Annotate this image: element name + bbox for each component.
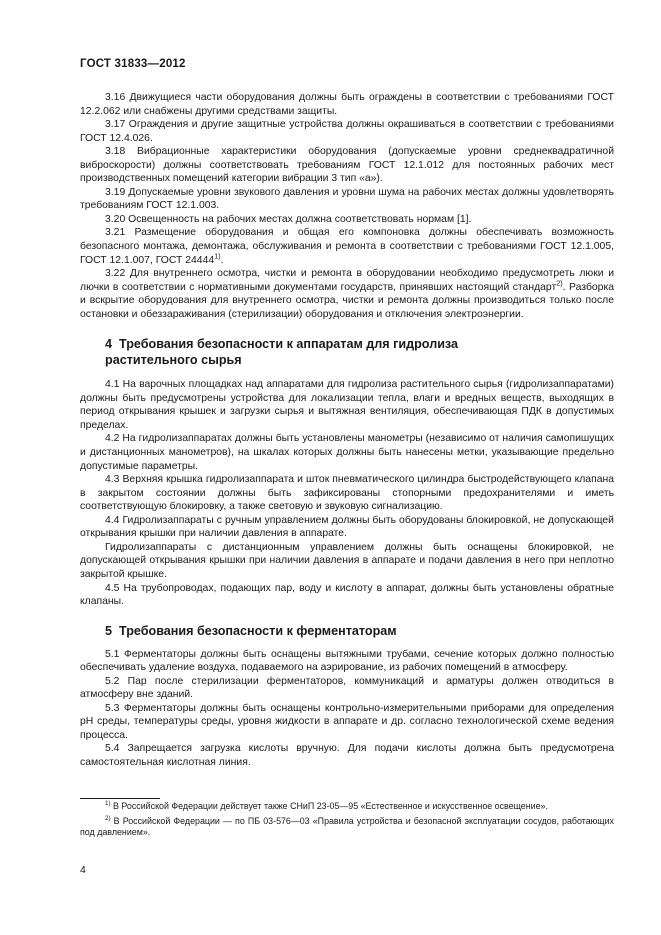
footnote-text: В Российской Федерации — по ПБ 03-576—03 «Правила устройства и безопасной эксплуатации сосудов, работающих под давлением». bbox=[80, 815, 614, 837]
paragraph-5-1: 5.1 Ферментаторы должны быть оснащены вытяжными трубами, сечение которых должно полностью обеспечивать удаление воздуха, подаваемого на аэрирование, из рабочих помещений в атмосферу. bbox=[80, 648, 614, 674]
paragraph-4-1: 4.1 На варочных площадках над аппаратами для гидролиза растительного сырья (гидролизаппаратами) должны быть предусмотрены устройства для локализации тепла, влаги и вредных веществ, выходящих в период открывания крышек и загрузки сырья и вытяжная вентиляция, обеспечивающая ПДК в допустимых пределах. bbox=[80, 379, 614, 431]
paragraph-3-17: 3.17 Ограждения и другие защитные устройства должны окрашиваться в соответствии с требованиями ГОСТ 12.4.026. bbox=[80, 119, 614, 144]
paragraph-5-3: 5.3 Ферментаторы должны быть оснащены контрольно-измерительными приборами для определения pH среды, температуры среды, уровня жидкости в аппарате и др. согласно технологической схеме ведения процесса. bbox=[80, 702, 614, 741]
paragraph-text: 3.22 Для внутреннего осмотра, чистки и ремонта в оборудовании необходимо предусмотреть люки и лючки в соответствии с нормативными документами государств, принявших настоящий стандарт bbox=[80, 268, 614, 293]
footnote-1 bbox=[80, 801, 614, 813]
footnote-mark: 2) bbox=[105, 814, 111, 822]
paragraph-tail: . bbox=[220, 254, 224, 266]
paragraph-3-18: 3.18 Вибрационные характеристики оборудования (допускаемые уровни среднеквадратичной виброскорости) должны соответствовать требованиям ГОСТ 12.1.012 для постоянных рабочих мест производственных помещений категории вибрации 3 тип «а»). bbox=[80, 146, 614, 185]
footnotes bbox=[80, 801, 614, 842]
section-5-heading bbox=[80, 623, 614, 639]
paragraph-3-16: 3.16 Движущиеся части оборудования должны быть ограждены в соответствии с требованиями ГОСТ 12.2.062 или снабжены другими средствами защиты. bbox=[80, 92, 614, 117]
footnote-divider bbox=[80, 798, 160, 799]
paragraph-4-3: 4.3 Верхняя крышка гидролизаппарата и шток пневматического цилиндра быстродействующего клапана в закрытом состоянии должны быть зафиксированы стопорными предохранителями и иметь соответствующую блокировку, а также световую и звуковую сигнализацию. bbox=[80, 474, 614, 513]
paragraph-tail: . Разборка и вскрытие оборудования для внутреннего осмотра, чистки и ремонта должны производиться только после остановки и обеззараживания (стерилизации) оборудования и отключения электроэнергии. bbox=[80, 281, 615, 320]
paragraph-4-4: 4.4 Гидролизаппараты с ручным управлением должны быть оборудованы блокировкой, не допускающей открывания крышки при наличии давления в аппарате. bbox=[80, 514, 614, 540]
paragraph-5-2: 5.2 Пар после стерилизации ферментаторов, коммуникаций и арматуры должен отводиться в атмосферу вне зданий. bbox=[80, 675, 614, 701]
paragraph-3-22 bbox=[80, 267, 614, 321]
footnote-mark: 1) bbox=[105, 800, 111, 808]
paragraph-text: 3.21 Размещение оборудования и общая его компоновка должны обеспечивать возможность безопасного монтажа, демонтажа, обслуживания и ремонта в соответствии с требованиями ГОСТ 12.1.005, ГОСТ 12.1.007, ГОСТ 24444 bbox=[80, 227, 614, 266]
section-number: 5 bbox=[105, 623, 113, 638]
paragraph-3-19: 3.19 Допускаемые уровни звукового давления и уровни шума на рабочих местах должны удовлетворять требованиям ГОСТ 12.1.003. bbox=[80, 186, 614, 212]
section-title-line1: Требования безопасности к аппаратам для гидролиза bbox=[119, 337, 459, 352]
document-body bbox=[80, 91, 614, 770]
footnote-ref: 1) bbox=[214, 251, 221, 261]
paragraph-4-5: 4.5 На трубопроводах, подающих пар, воду и кислоту в аппарат, должны быть установлены обратные клапаны. bbox=[80, 582, 614, 608]
section-number: 4 bbox=[105, 337, 113, 352]
section-4-heading bbox=[80, 336, 614, 368]
footnote-2 bbox=[80, 816, 614, 839]
page-number: 4 bbox=[80, 864, 86, 876]
paragraph-4-4-cont: Гидролизаппараты с дистанционным управлением должны быть оснащены блокировкой, не допускающей открывания крышки при наличии давления в аппарате и подачи давления в него при неплотно закрытой крышке. bbox=[80, 541, 614, 580]
paragraph-4-2: 4.2 На гидролизаппаратах должны быть установлены манометры (независимо от наличия самопишущих и дистанционных манометров), на шкалах которых должны быть нанесены метки, указывающие предельно допустимые параметры. bbox=[80, 433, 614, 472]
section-title: Требования безопасности к ферментаторам bbox=[119, 623, 397, 638]
section-title-line2: растительного сырья bbox=[105, 353, 242, 368]
paragraph-5-4: 5.4 Запрещается загрузка кислоты вручную. Для подачи кислоты должна быть предусмотрена самостоятельная кислотная линия. bbox=[80, 743, 614, 768]
paragraph-3-20: 3.20 Освещенность на рабочих местах должна соответствовать нормам [1]. bbox=[105, 213, 472, 225]
footnote-text: В Российской Федерации действует также СНиП 23-05—95 «Естественное и искусственное освещение». bbox=[113, 801, 548, 811]
footnote-ref: 2) bbox=[556, 278, 563, 288]
document-header: ГОСТ 31833—2012 bbox=[80, 58, 186, 70]
paragraph-3-21 bbox=[80, 226, 614, 267]
